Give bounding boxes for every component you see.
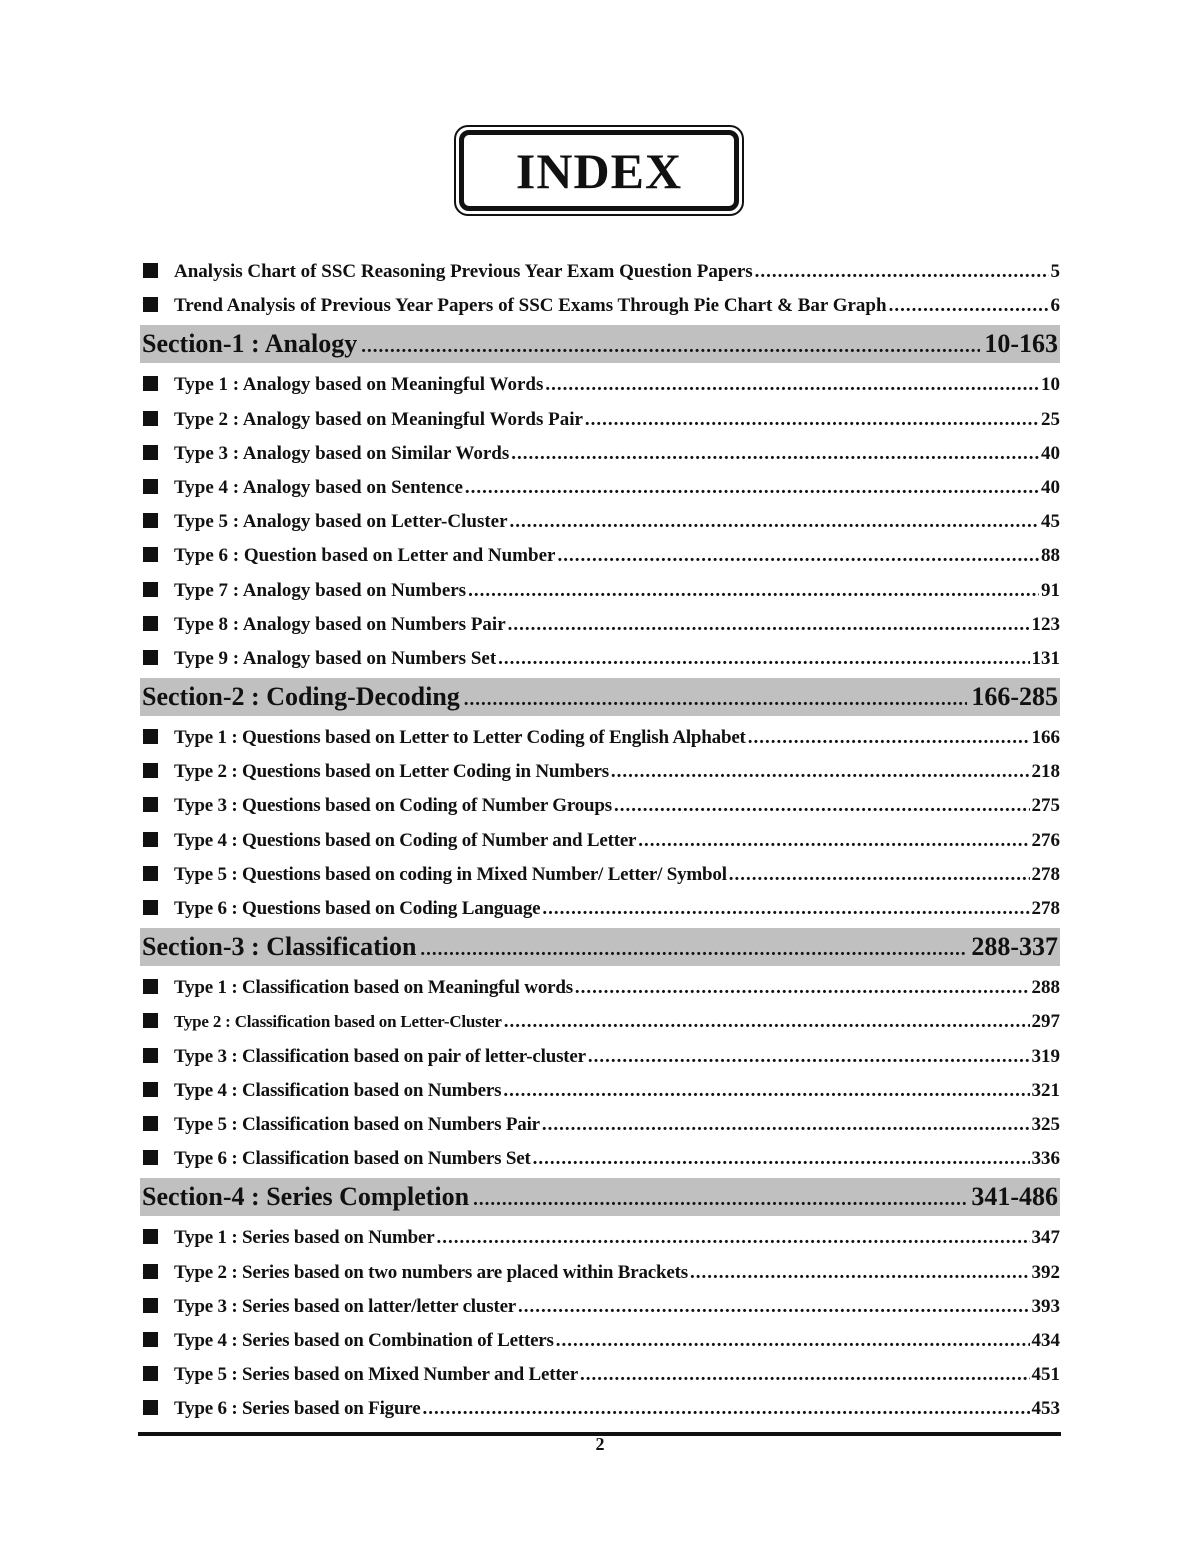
toc-entry-label: Type 5 : Questions based on coding in Mixed Number/ Letter/ Symbol bbox=[174, 863, 727, 885]
toc-entry-page: 278 bbox=[1031, 898, 1060, 919]
dot-leader bbox=[437, 1221, 1030, 1255]
square-bullet-icon bbox=[140, 891, 174, 925]
square-bullet-shape bbox=[143, 297, 158, 312]
square-bullet-shape bbox=[143, 1116, 158, 1131]
toc-entry-label: Type 4 : Series based on Combination of Letters bbox=[174, 1329, 554, 1351]
toc-entry-page: 278 bbox=[1031, 863, 1060, 885]
dot-leader bbox=[545, 368, 1039, 402]
section-title: Section-1 : Analogy bbox=[142, 329, 358, 359]
toc-entry-label: Type 1 : Series based on Number bbox=[174, 1227, 435, 1249]
toc-entry-page: 288 bbox=[1031, 977, 1060, 999]
index-title-box bbox=[454, 125, 744, 216]
toc-entry-label: Type 3 : Analogy based on Similar Words bbox=[174, 442, 510, 464]
dot-leader bbox=[422, 1392, 1029, 1426]
toc-entry-page: 91 bbox=[1041, 579, 1060, 601]
toc-entry-page: 434 bbox=[1031, 1329, 1060, 1351]
toc-entry[interactable] bbox=[140, 1289, 1060, 1323]
square-bullet-icon bbox=[140, 1289, 174, 1323]
section-page-range: 166-285 bbox=[971, 682, 1058, 712]
square-bullet-shape bbox=[143, 1298, 158, 1313]
toc-entry-page: 40 bbox=[1041, 442, 1060, 464]
section-page-range: 288-337 bbox=[971, 932, 1058, 962]
square-bullet-shape bbox=[143, 979, 158, 994]
square-bullet-icon bbox=[140, 1039, 174, 1073]
toc-entry[interactable] bbox=[140, 607, 1060, 641]
dot-leader bbox=[755, 255, 1049, 289]
dot-leader bbox=[518, 1290, 1029, 1324]
square-bullet-shape bbox=[143, 1264, 158, 1279]
toc-entry[interactable] bbox=[140, 788, 1060, 822]
toc-entry[interactable] bbox=[140, 1073, 1060, 1107]
section-page-range: 341-486 bbox=[971, 1182, 1058, 1212]
toc-entry[interactable] bbox=[140, 288, 1060, 322]
section-heading[interactable] bbox=[140, 928, 1060, 966]
section-title: Section-3 : Classification bbox=[142, 932, 417, 962]
toc-entry-label: Type 3 : Questions based on Coding of Number Groups bbox=[174, 795, 612, 817]
toc-entry[interactable] bbox=[140, 1141, 1060, 1175]
toc-entry-label: Trend Analysis of Previous Year Papers of SSC Exams Through Pie Chart & Bar Graph bbox=[174, 295, 887, 317]
toc-entry-label: Type 6 : Question based on Letter and Number bbox=[174, 545, 556, 567]
toc-entry-label: Type 4 : Questions based on Coding of Number and Letter bbox=[174, 829, 637, 851]
dot-leader bbox=[361, 328, 980, 366]
dot-leader bbox=[465, 471, 1039, 505]
square-bullet-shape bbox=[143, 1048, 158, 1063]
toc-entry[interactable] bbox=[140, 1004, 1060, 1038]
dot-leader bbox=[503, 1074, 1029, 1108]
toc-entry-page: 451 bbox=[1031, 1364, 1060, 1386]
toc-entry-label: Type 6 : Classification based on Numbers Set bbox=[174, 1148, 531, 1170]
dot-leader bbox=[508, 608, 1030, 642]
square-bullet-icon bbox=[140, 970, 174, 1004]
toc-entry-page: 319 bbox=[1031, 1045, 1060, 1067]
toc-entry[interactable] bbox=[140, 1357, 1060, 1391]
toc-entry-label: Type 5 : Classification based on Numbers Pair bbox=[174, 1113, 540, 1135]
dot-leader bbox=[464, 681, 968, 719]
section-heading[interactable] bbox=[140, 678, 1060, 716]
square-bullet-shape bbox=[143, 797, 158, 812]
toc-entry[interactable] bbox=[140, 891, 1060, 925]
table-of-contents bbox=[140, 254, 1060, 1425]
toc-entry[interactable] bbox=[140, 857, 1060, 891]
square-bullet-shape bbox=[143, 1400, 158, 1415]
dot-leader bbox=[614, 789, 1030, 823]
toc-entry-page: 275 bbox=[1031, 795, 1060, 817]
section-title: Section-4 : Series Completion bbox=[142, 1182, 470, 1212]
dot-leader bbox=[542, 1108, 1030, 1142]
square-bullet-icon bbox=[140, 1391, 174, 1425]
square-bullet-shape bbox=[143, 1229, 158, 1244]
dot-leader bbox=[542, 892, 1029, 926]
section-heading[interactable] bbox=[140, 1178, 1060, 1216]
dot-leader bbox=[611, 755, 1030, 789]
dot-leader bbox=[557, 539, 1039, 573]
toc-entry-page: 166 bbox=[1031, 727, 1060, 749]
dot-leader bbox=[889, 289, 1049, 323]
toc-entry-page: 276 bbox=[1031, 829, 1060, 851]
toc-entry-label: Analysis Chart of SSC Reasoning Previous Year Exam Question Papers bbox=[174, 261, 753, 282]
square-bullet-shape bbox=[143, 616, 158, 631]
toc-entry[interactable] bbox=[140, 367, 1060, 401]
section-page-range: 10-163 bbox=[984, 329, 1058, 359]
square-bullet-icon bbox=[140, 254, 174, 288]
toc-entry-page: 392 bbox=[1031, 1261, 1060, 1283]
square-bullet-icon bbox=[140, 1107, 174, 1141]
page-title: INDEX bbox=[515, 142, 683, 199]
dot-leader bbox=[473, 1181, 967, 1219]
toc-entry-label: Type 1 : Analogy based on Meaningful Words bbox=[174, 374, 544, 396]
toc-entry-label: Type 2 : Classification based on Letter-Cluster bbox=[174, 1012, 502, 1032]
toc-entry-page: 336 bbox=[1031, 1148, 1060, 1170]
square-bullet-icon bbox=[140, 402, 174, 436]
toc-entry-label: Type 4 : Classification based on Numbers bbox=[174, 1079, 502, 1101]
dot-leader bbox=[729, 858, 1030, 892]
toc-entry-page: 131 bbox=[1031, 647, 1060, 669]
toc-entry-page: 347 bbox=[1031, 1227, 1060, 1249]
square-bullet-icon bbox=[140, 823, 174, 857]
square-bullet-shape bbox=[143, 376, 158, 391]
section-title: Section-2 : Coding-Decoding bbox=[142, 682, 460, 712]
toc-entry-page: 453 bbox=[1031, 1398, 1060, 1420]
square-bullet-icon bbox=[140, 641, 174, 675]
square-bullet-icon bbox=[140, 1004, 174, 1038]
square-bullet-shape bbox=[143, 263, 158, 278]
square-bullet-icon bbox=[140, 470, 174, 504]
square-bullet-icon bbox=[140, 1141, 174, 1175]
square-bullet-icon bbox=[140, 754, 174, 788]
toc-entry-label: Type 5 : Analogy based on Letter-Cluster bbox=[174, 511, 508, 533]
square-bullet-shape bbox=[143, 582, 158, 597]
square-bullet-shape bbox=[143, 900, 158, 915]
square-bullet-icon bbox=[140, 436, 174, 470]
toc-entry-label: Type 7 : Analogy based on Numbers bbox=[174, 579, 467, 601]
toc-entry[interactable] bbox=[140, 436, 1060, 470]
toc-entry-label: Type 3 : Classification based on pair of letter-cluster bbox=[174, 1045, 586, 1067]
dot-leader bbox=[510, 505, 1039, 539]
square-bullet-icon bbox=[140, 857, 174, 891]
square-bullet-icon bbox=[140, 788, 174, 822]
toc-entry-page: 6 bbox=[1050, 295, 1060, 317]
toc-entry[interactable] bbox=[140, 1220, 1060, 1254]
square-bullet-icon bbox=[140, 1357, 174, 1391]
square-bullet-shape bbox=[143, 1150, 158, 1165]
square-bullet-shape bbox=[143, 547, 158, 562]
toc-entry-label: Type 9 : Analogy based on Numbers Set bbox=[174, 647, 497, 669]
dot-leader bbox=[533, 1142, 1030, 1176]
dot-leader bbox=[690, 1256, 1030, 1290]
square-bullet-shape bbox=[143, 411, 158, 426]
square-bullet-icon bbox=[140, 1073, 174, 1107]
dot-leader bbox=[638, 824, 1029, 858]
toc-entry[interactable] bbox=[140, 470, 1060, 504]
toc-entry-page: 25 bbox=[1041, 408, 1060, 430]
toc-entry-page: 325 bbox=[1031, 1113, 1060, 1135]
square-bullet-icon bbox=[140, 1323, 174, 1357]
toc-entry-page: 10 bbox=[1041, 374, 1060, 396]
dot-leader bbox=[468, 574, 1039, 608]
dot-leader bbox=[748, 721, 1030, 755]
toc-entry-page: 40 bbox=[1041, 476, 1060, 498]
toc-entry-label: Type 2 : Series based on two numbers are placed within Brackets bbox=[174, 1261, 688, 1283]
square-bullet-shape bbox=[143, 763, 158, 778]
square-bullet-icon bbox=[140, 504, 174, 538]
toc-entry-page: 321 bbox=[1031, 1079, 1060, 1101]
index-title-inner-frame bbox=[459, 130, 739, 211]
square-bullet-shape bbox=[143, 445, 158, 460]
dot-leader bbox=[420, 931, 967, 969]
toc-entry[interactable] bbox=[140, 504, 1060, 538]
square-bullet-shape bbox=[143, 866, 158, 881]
toc-entry[interactable] bbox=[140, 1039, 1060, 1073]
toc-entry-page: 123 bbox=[1031, 613, 1060, 635]
toc-entry-page: 297 bbox=[1031, 1011, 1060, 1033]
toc-entry[interactable] bbox=[140, 1391, 1060, 1425]
dot-leader bbox=[585, 403, 1039, 437]
square-bullet-shape bbox=[143, 1013, 158, 1028]
square-bullet-icon bbox=[140, 607, 174, 641]
dot-leader bbox=[556, 1324, 1030, 1358]
square-bullet-shape bbox=[143, 832, 158, 847]
toc-entry[interactable] bbox=[140, 641, 1060, 675]
toc-entry[interactable] bbox=[140, 754, 1060, 788]
section-heading[interactable] bbox=[140, 325, 1060, 363]
square-bullet-icon bbox=[140, 538, 174, 572]
toc-entry-label: Type 1 : Questions based on Letter to Letter Coding of English Alphabet bbox=[174, 727, 746, 749]
square-bullet-shape bbox=[143, 513, 158, 528]
toc-entry[interactable] bbox=[140, 573, 1060, 607]
toc-entry-label: Type 6 : Series based on Figure bbox=[174, 1398, 421, 1420]
square-bullet-shape bbox=[143, 729, 158, 744]
toc-entry-page: 45 bbox=[1041, 511, 1060, 533]
toc-entry[interactable] bbox=[140, 823, 1060, 857]
square-bullet-icon bbox=[140, 367, 174, 401]
toc-entry-page: 393 bbox=[1031, 1295, 1060, 1317]
dot-leader bbox=[511, 437, 1039, 471]
dot-leader bbox=[580, 1358, 1030, 1392]
square-bullet-icon bbox=[140, 573, 174, 607]
toc-entry[interactable] bbox=[140, 1255, 1060, 1289]
toc-entry[interactable] bbox=[140, 538, 1060, 572]
toc-entry[interactable] bbox=[140, 254, 1060, 288]
toc-entry-page: 218 bbox=[1031, 761, 1060, 783]
toc-entry[interactable] bbox=[140, 1107, 1060, 1141]
square-bullet-shape bbox=[143, 1332, 158, 1347]
toc-entry-label: Type 4 : Analogy based on Sentence bbox=[174, 476, 463, 498]
dot-leader bbox=[575, 971, 1030, 1005]
toc-entry-page: 88 bbox=[1041, 545, 1060, 567]
square-bullet-shape bbox=[143, 1082, 158, 1097]
toc-entry-label: Type 2 : Analogy based on Meaningful Words Pair bbox=[174, 408, 583, 430]
toc-entry-label: Type 3 : Series based on latter/letter cluster bbox=[174, 1295, 517, 1317]
toc-entry-label: Type 6 : Questions based on Coding Language bbox=[174, 898, 541, 919]
dot-leader bbox=[588, 1040, 1030, 1074]
square-bullet-shape bbox=[143, 1366, 158, 1381]
toc-entry[interactable] bbox=[140, 1323, 1060, 1357]
toc-entry-label: Type 8 : Analogy based on Numbers Pair bbox=[174, 613, 506, 635]
square-bullet-icon bbox=[140, 1220, 174, 1254]
square-bullet-icon bbox=[140, 1255, 174, 1289]
square-bullet-shape bbox=[143, 479, 158, 494]
toc-entry-page: 5 bbox=[1050, 261, 1060, 282]
toc-entry[interactable] bbox=[140, 970, 1060, 1004]
toc-entry-label: Type 5 : Series based on Mixed Number and Letter bbox=[174, 1364, 578, 1386]
dot-leader bbox=[498, 642, 1029, 676]
toc-entry[interactable] bbox=[140, 720, 1060, 754]
square-bullet-icon bbox=[140, 720, 174, 754]
toc-entry-label: Type 1 : Classification based on Meaningful words bbox=[174, 977, 573, 999]
square-bullet-shape bbox=[143, 650, 158, 665]
square-bullet-icon bbox=[140, 288, 174, 322]
page-number: 2 bbox=[595, 1434, 605, 1454]
toc-entry[interactable] bbox=[140, 402, 1060, 436]
dot-leader bbox=[504, 1005, 1030, 1039]
toc-entry-label: Type 2 : Questions based on Letter Coding in Numbers bbox=[174, 761, 609, 783]
